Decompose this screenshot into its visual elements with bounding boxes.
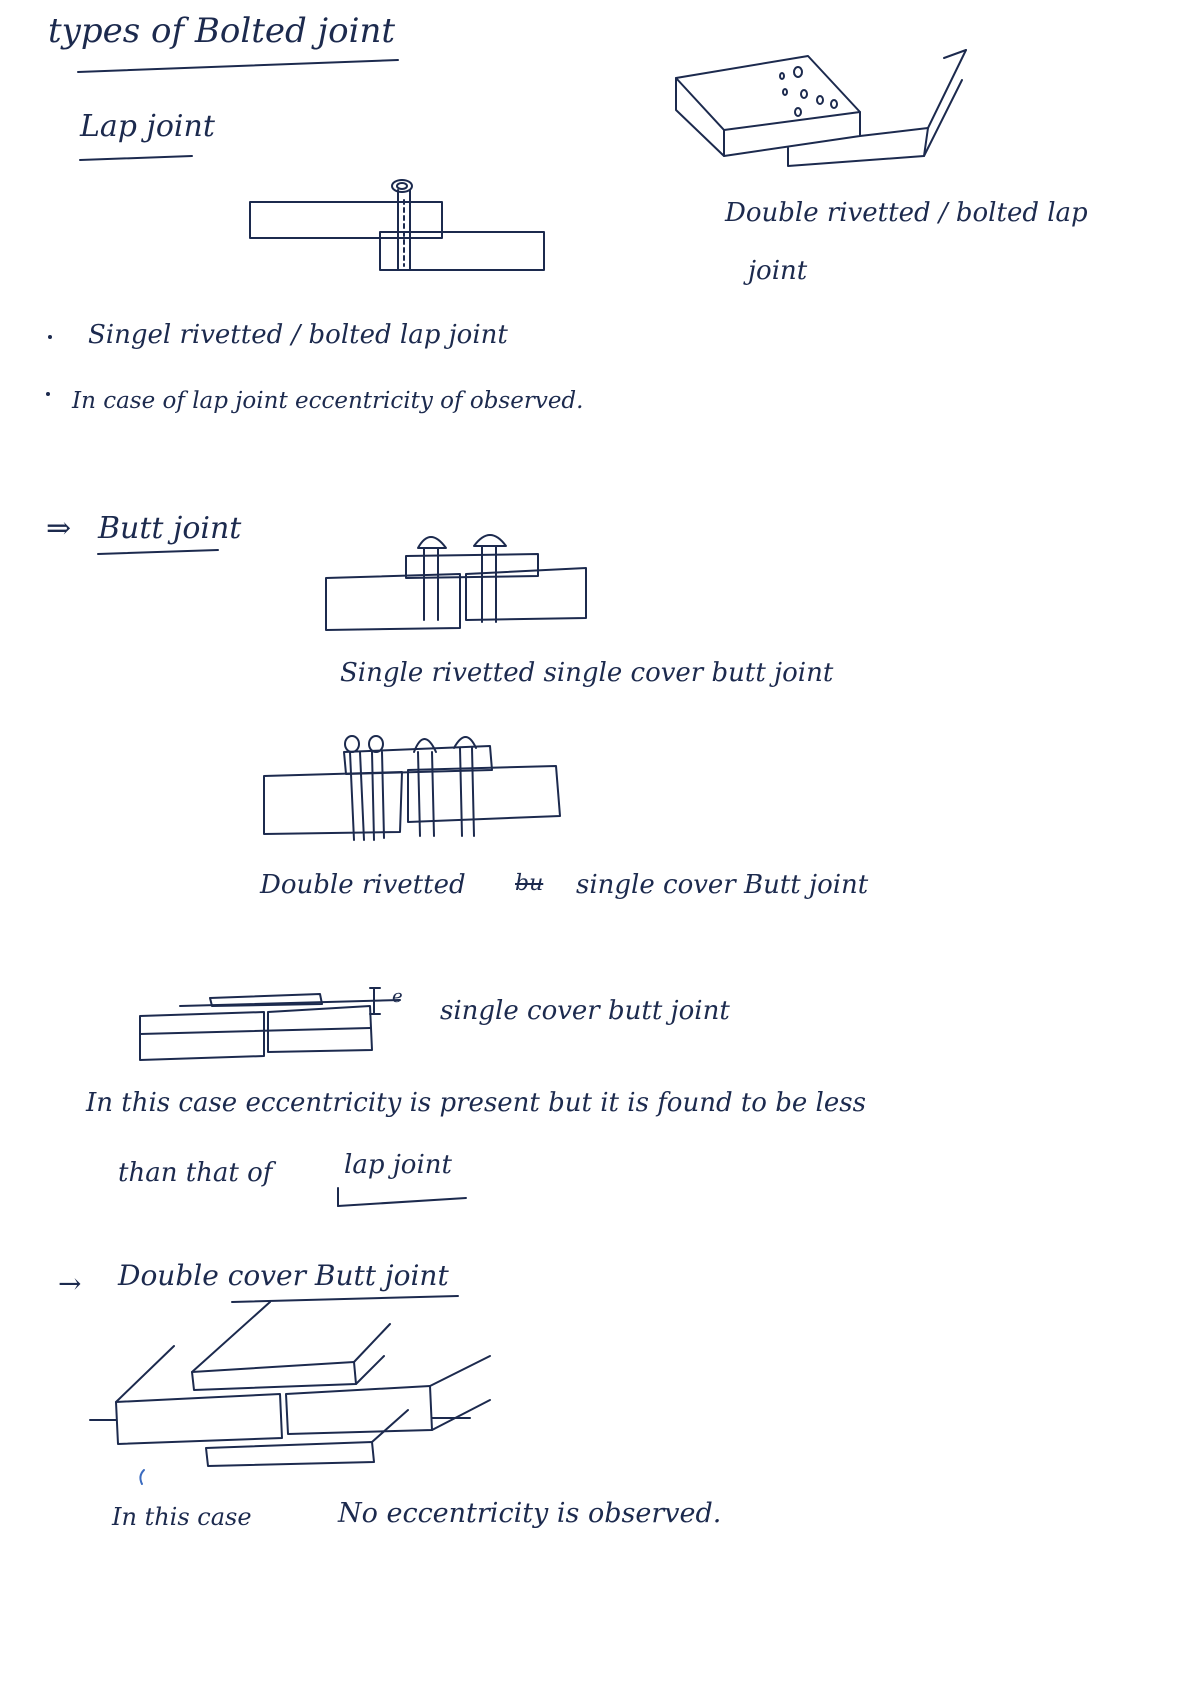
double-cover-note-a: In this case [112, 1503, 252, 1531]
lap-joint-underline [338, 1198, 466, 1206]
double-rivetted-caption-a: Double rivetted [260, 870, 466, 900]
single-cover-butt-caption: Single rivetted single cover butt joint [340, 658, 834, 688]
double-cover-note-b: No eccentricity is observed. [338, 1498, 722, 1529]
pen-mark [140, 1470, 144, 1484]
single-rivet-butt-joint-drawing [326, 535, 586, 630]
page-title: types of Bolted joint [48, 11, 396, 51]
butt-arrow: ⇒ [46, 511, 72, 546]
double-cover-butt-joint-drawing [90, 1302, 490, 1466]
double-cover-arrow: → [58, 1267, 82, 1300]
struck-out-word: bu [515, 871, 544, 896]
lap-joint-heading: Lap joint [80, 109, 215, 144]
double-rivet-butt-joint-drawing [264, 736, 560, 840]
single-lap-joint-drawing [250, 180, 544, 270]
single-lap-caption: Singel rivetted / bolted lap joint [88, 320, 508, 350]
double-lap-caption-line2: joint [748, 256, 808, 286]
single-cover-label: single cover butt joint [440, 996, 730, 1026]
single-cover-note-line2b: lap joint [344, 1150, 452, 1180]
single-cover-eccentricity-drawing [140, 988, 400, 1060]
double-cover-heading-underline [232, 1296, 458, 1302]
butt-joint-heading: Butt joint [98, 511, 242, 546]
single-cover-note-line2a: than that of [118, 1158, 273, 1188]
double-lap-joint-3d-drawing [676, 50, 966, 166]
butt-heading-underline [98, 550, 218, 554]
double-lap-caption-line1: Double rivetted / bolted lap [725, 198, 1088, 228]
lap-eccentricity-note: In case of lap joint eccentricity of observed. [72, 388, 584, 414]
bullet [46, 392, 50, 396]
eccentricity-e-label: e [392, 986, 403, 1007]
lap-heading-underline [80, 156, 192, 160]
title-underline [78, 60, 398, 72]
bullet [48, 335, 52, 339]
double-rivetted-caption-b: single cover Butt joint [576, 870, 869, 900]
double-cover-heading: Double cover Butt joint [118, 1259, 449, 1292]
single-cover-note-line1: In this case eccentricity is present but it is found to be less [86, 1088, 866, 1118]
